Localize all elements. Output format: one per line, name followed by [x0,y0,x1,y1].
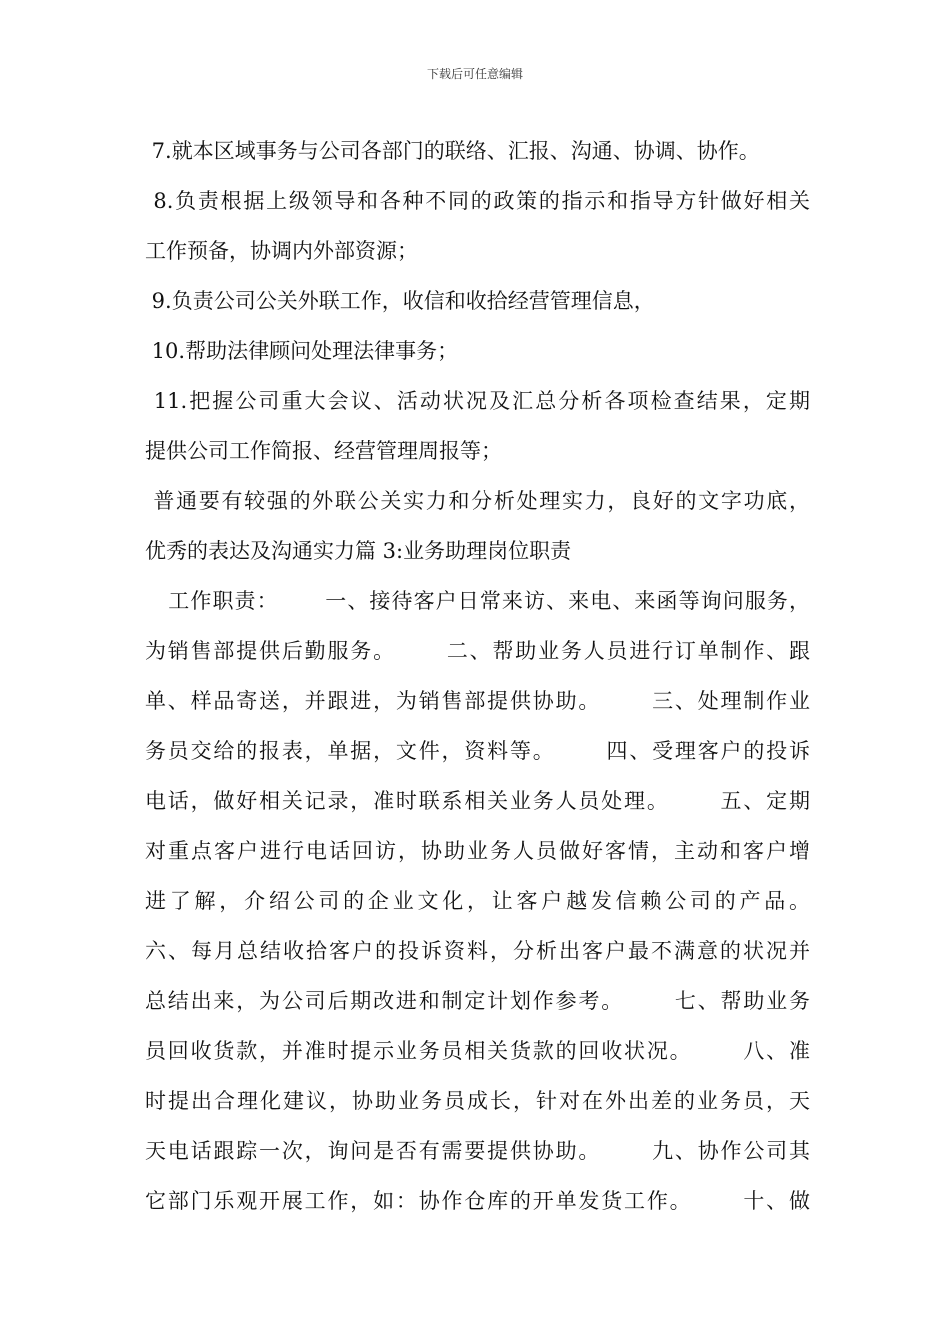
page-header: 下载后可任意编辑 [426,67,523,81]
text-line: 对重点客户进行电话回访，协助业务人员做好客情，主动和客户增 [145,839,810,863]
text-line: 单、样品寄送，并跟进，为销售部提供协助。 三、处理制作业 [145,689,810,713]
text-line: 员回收货款，并准时提示业务员相关货款的回收状况。 八、准 [145,1039,810,1063]
text-line: 普通要有较强的外联公关实力和分析处理实力，良好的文字功底， [145,489,810,513]
text-line: 工作职责： 一、接待客户日常来访、来电、来函等询问服务， [145,589,810,613]
text-line: 工作预备，协调内外部资源； [145,239,418,263]
text-line: 务员交给的报表，单据，文件，资料等。 四、受理客户的投诉 [145,739,810,763]
text-line: 六、每月总结收拾客户的投诉资料，分析出客户最不满意的状况并 [145,939,810,963]
document-body [145,126,810,1226]
text-line: 它部门乐观开展工作，如：协作仓库的开单发货工作。 十、做 [145,1189,810,1213]
text-line: 8.负责根据上级领导和各种不同的政策的指示和指导方针做好相关 [145,189,810,213]
text-line: 提供公司工作简报、经营管理周报等； [145,439,502,463]
text-line: 9.负责公司公关外联工作，收信和收拾经营管理信息， [145,289,655,313]
text-line: 进了解，介绍公司的企业文化，让客户越发信赖公司的产品。 [145,889,810,913]
text-line: 为销售部提供后勤服务。 二、帮助业务人员进行订单制作、跟 [145,639,810,663]
text-line: 时提出合理化建议，协助业务员成长，针对在外出差的业务员，天 [145,1089,810,1113]
text-line: 优秀的表达及沟通实力篇 3:业务助理岗位职责 [145,539,572,563]
text-line: 11.把握公司重大会议、活动状况及汇总分析各项检查结果，定期 [145,389,810,413]
text-line: 电话，做好相关记录，准时联系相关业务人员处理。 五、定期 [145,789,810,813]
text-line: 总结出来，为公司后期改进和制定计划作参考。 七、帮助业务 [145,989,810,1013]
text-line: 7.就本区域事务与公司各部门的联络、汇报、沟通、协调、协作。 [145,139,760,163]
text-line: 天电话跟踪一次，询问是否有需要提供协助。 九、协作公司其 [145,1139,810,1163]
text-line: 10.帮助法律顾问处理法律事务； [145,339,459,363]
